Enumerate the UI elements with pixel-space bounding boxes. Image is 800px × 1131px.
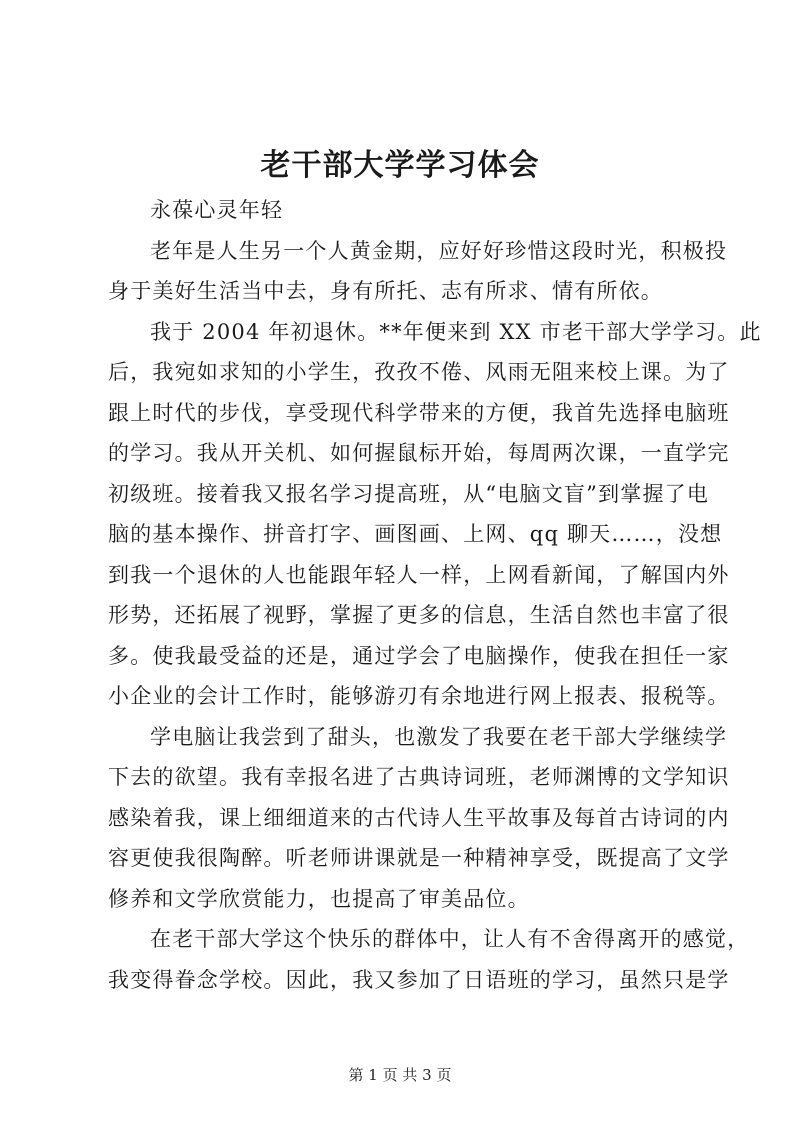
text-line: 后，我宛如求知的小学生，孜孜不倦、风雨无阻来校上课。为了 [108,360,730,384]
text-line: 形势，还拓展了视野，掌握了更多的信息，生活自然也丰富了很 [108,603,730,627]
text-line: 初级班。接着我又报名学习提高班，从“电脑文盲”到掌握了电 [108,481,710,506]
text-line: 我变得眷念学校。因此，我又参加了日语班的学习，虽然只是学 [108,967,730,992]
text-line: 学电脑让我尝到了甜头，也激发了我要在老干部大学继续学 [150,724,728,749]
text-line: 下去的欲望。我有幸报名进了古典诗词班，老师渊博的文学知识 [108,765,730,789]
text-line: 老年是人生另一个人黄金期，应好好珍惜这段时光，积极投 [150,238,728,263]
text-line: 永葆心灵年轻 [150,198,284,222]
text-line: 我于 2004 年初退休。**年便来到 XX 市老干部大学学习。此 [150,319,762,344]
document-title: 老干部大学学习体会 [260,148,540,183]
text-line: 身于美好生活当中去，身有所托、志有所求、情有所依。 [108,279,663,303]
text-line: 跟上时代的步伐，享受现代科学带来的方便，我首先选择电脑班 [108,400,730,425]
text-line: 脑的基本操作、拼音打字、画图画、上网、qq 聊天……，没想 [108,522,723,546]
text-line: 多。使我最受益的还是，通过学会了电脑操作，使我在担任一家 [108,643,730,668]
text-line: 感染着我，课上细细道来的古代诗人生平故事及每首古诗词的内 [108,805,730,830]
document-body [108,190,762,1000]
text-line: 小企业的会计工作时，能够游刃有余地进行网上报表、报税等。 [108,684,730,708]
text-line: 在老干部大学这个快乐的群体中，让人有不舍得离开的感觉， [150,927,750,951]
text-line: 修养和文学欣赏能力，也提高了审美品位。 [108,886,530,911]
page-footer: 第 1 页 共 3 页 [348,1066,452,1084]
text-line: 容更使我很陶醉。听老师讲课就是一种精神享受，既提高了文学 [108,846,730,870]
text-line: 到我一个退休的人也能跟年轻人一样，上网看新闻，了解国内外 [108,562,730,587]
text-line: 的学习。我从开关机、如何握鼠标开始，每周两次课，一直学完 [108,441,730,465]
